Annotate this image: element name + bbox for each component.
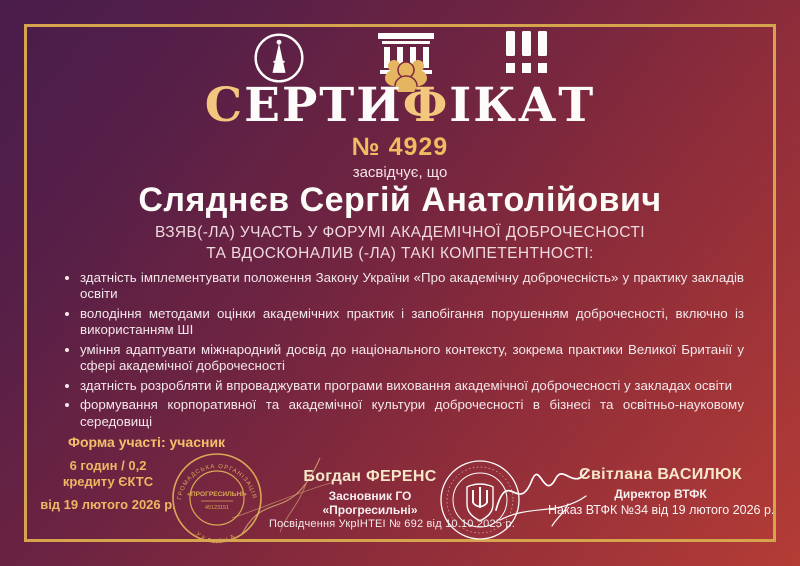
credits-line-3: від 19 лютого 2026 р. [40, 496, 176, 512]
registration-line: Посвідчення УкрІНТЕІ № 692 від 10.10.2025 р. [269, 518, 515, 530]
certifies-label: засвідчує, що [352, 164, 448, 181]
participation-line-1: ВЗЯВ(-ЛА) УЧАСТЬ У ФОРУМІ АКАДЕМІЧНОЇ ДОБРОЧЕСНОСТІ [155, 224, 645, 241]
stamp-code: 45123151 [205, 505, 229, 511]
title-letter-gold: С [204, 78, 245, 133]
certificate-number: № 4929 [351, 133, 449, 161]
competency-item: • уміння адаптувати міжнародний досвід до національного контексту, зокрема практики Великої Британії у сфері академічної доброчесності [80, 342, 744, 375]
competency-item: • формування корпоративної та академічної культури доброчесності в бізнесі та освітньо-науковому середовищі [80, 397, 744, 430]
stamp-top-arc: ГРОМАДСЬКА ОРГАНІЗАЦІЯ [177, 463, 257, 501]
recipient-name: Сляднєв Сергій Анатолійович [138, 181, 662, 219]
participation-form: Форма участі: учасник [68, 434, 226, 450]
competency-item: • здатність розробляти й впроваджувати програми виховання академічної доброчесності у закладах освіти [80, 378, 744, 394]
exclamation-bars-icon [505, 30, 549, 81]
left-signatory [280, 468, 460, 517]
right-signatory-order: Наказ ВТФК №34 від 19 лютого 2026 р. [548, 503, 775, 517]
credits-block [28, 458, 188, 513]
right-signatory-name: Світлана ВАСИЛЮК [579, 466, 742, 483]
competencies-list [64, 270, 744, 433]
right-signatory-role: Директор ВТФК [614, 487, 707, 501]
right-signatory [548, 466, 773, 517]
credits-line-2: кредиту ЄКТС [62, 474, 154, 490]
trident-emblem [467, 484, 493, 521]
competency-item: • володіння методами оцінки академічних практик і запобігання порушенням доброчесності, включно із використанням ШІ [80, 306, 744, 339]
left-signatory-name: Богдан ФЕРЕНС [303, 468, 437, 485]
stamp-bottom-arc: УКРАЇНА [194, 531, 239, 545]
participation-line-2: ТА ВДОСКОНАЛИВ (-ЛА) ТАКІ КОМПЕТЕНТНОСТІ: [206, 245, 594, 262]
credits-line-1: 6 годин / 0,2 [69, 458, 147, 473]
title-letter-gold: Ф [402, 78, 450, 133]
left-signatory-role: Засновник ГО «Прогресильні» [322, 489, 418, 517]
stamp-center-text: «ПРОГРЕСИЛЬНІ» [187, 491, 247, 498]
competency-item: • здатність імплементувати положення Закону України «Про академічну доброчесність» у практику закладів освіти [80, 270, 744, 303]
certificate-title: СЕРТИФІКАТ [204, 78, 596, 133]
